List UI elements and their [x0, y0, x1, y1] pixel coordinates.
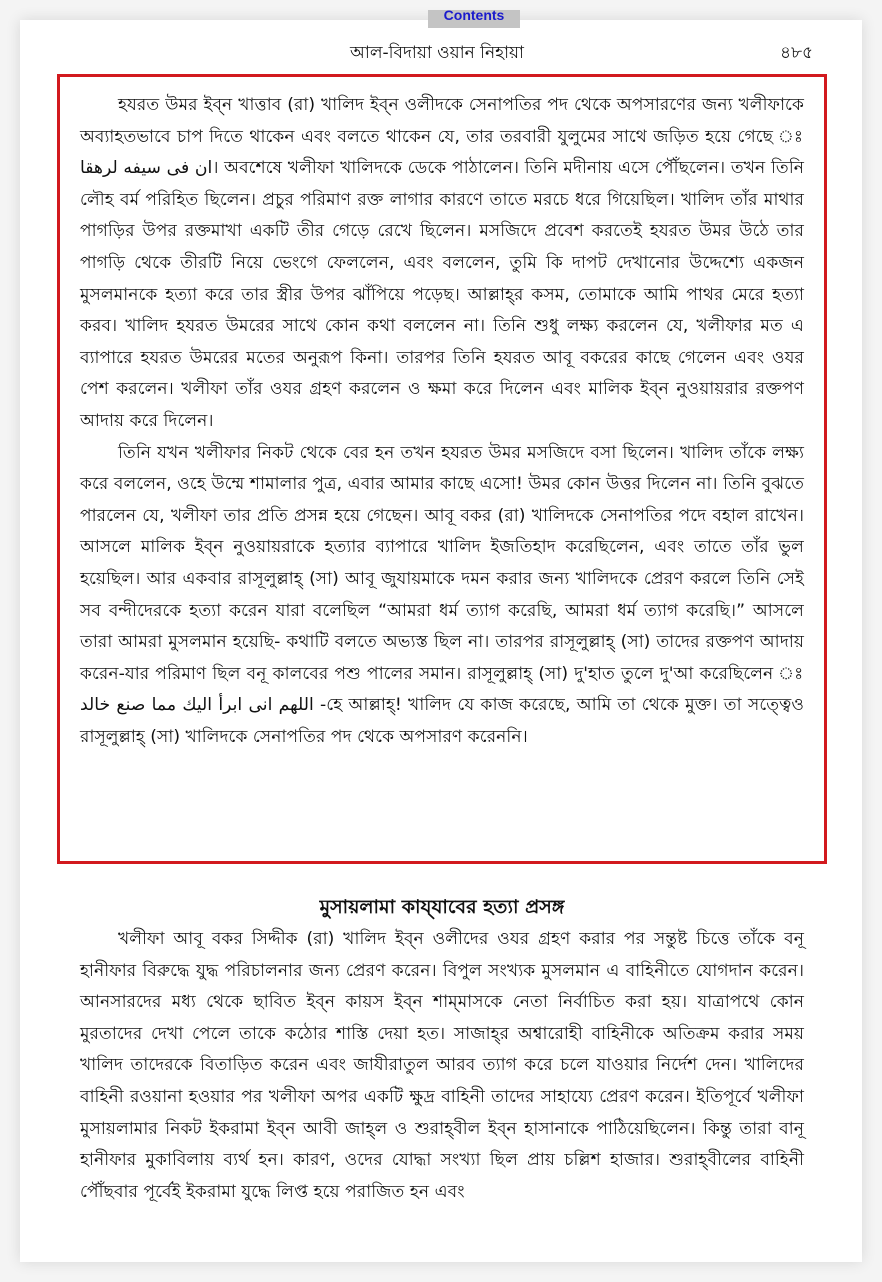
- section-heading: মুসায়লামা কায্‌যাবের হত্যা প্রসঙ্গ: [319, 896, 565, 918]
- paragraph: তিনি যখন খলীফার নিকট থেকে বের হন তখন হযরত উমর মসজিদে বসা ছিলেন। খালিদ তাঁকে লক্ষ্য করে বললেন, ওহে উম্মে শামালার পুত্র, এবার আমার কাছে এসো! উমর কোন উত্তর দিলেন না। তিনি বুঝতে পারলেন যে, খলীফা তার প্রতি প্রসন্ন হয়ে গেছেন। আবূ বকর (রা) খালিদকে সেনাপতির পদে বহাল রাখেন। আসলে মালিক ইব্‌ন নুওয়ায়রাকে হত্যার ব্যাপারে খালিদ ইজতিহাদ করেছিলেন, এবং তাতে তাঁর ভুল হয়েছিল। আর একবার রাসূলুল্লাহ্ (সা) আবূ জুযায়মাকে দমন করার জন্য খালিদকে প্রেরণ করলে তিনি সেই সব বন্দীদেরকে হত্যা করেন যারা বলেছিল “আমরা ধর্ম ত্যাগ করেছি, আমরা ধর্ম ত্যাগ করেছি।” আসলে তারা আমরা মুসলমান হয়েছি- কথাটি বলতে অভ্যস্ত ছিল না। তারপর রাসূলুল্লাহ্ (সা) তাদের রক্তপণ আদায় করেন-যার পরিমাণ ছিল বনূ কালবের পশু পালের সমান। রাসূলুল্লাহ্ (সা) দু'হাত তুলে দু'আ করেছিলেন ঃ اللهم انى ابرأ اليك مما صنع خالد -হে আল্লাহ্! খালিদ যে কাজ করেছে, আমি তা থেকে মুক্ত। তা সত্ত্বেও রাসূলুল্লাহ্ (সা) খালিদকে সেনাপতির পদ থেকে অপসারণ করেননি।: [80, 442, 804, 747]
- paragraph: খলীফা আবূ বকর সিদ্দীক (রা) খালিদ ইব্‌ন ওলীদের ওযর গ্রহণ করার পর সন্তুষ্ট চিত্তে তাঁকে বনূ হানীফার বিরুদ্ধে যুদ্ধ পরিচালনার জন্য প্রেরণ করেন। বিপুল সংখ্যক মুসলমান এ বাহিনীতে যোগদান করেন। আনসারদের মধ্য থেকে ছাবিত ইব্‌ন কায়স ইব্‌ন শাম্‌মাসকে নেতা নির্বাচিত করা হয়। যাত্রাপথে কোন মুরতাদের দেখা পেলে তাকে কঠোর শাস্তি দেয়া হত। সাজাহ্‌র অশ্বারোহী বাহিনীকে অতিক্রম করার সময় খালিদ তাদেরকে বিতাড়িত করেন এবং জাযীরাতুল আরব ত্যাগ করে চলে যাওয়ার নির্দেশ দেন। খালিদের বাহিনী রওয়ানা হওয়ার পর খলীফা অপর একটি ক্ষুদ্র বাহিনী তাদের সাহায্যে প্রেরণ করেন। ইতিপূর্বে খলীফা মুসায়লামার নিকট ইকরামা ইব্‌ন আবী জাহ্‌ল ও শুরাহ্‌বীল ইব্‌ন হাসানাকে পাঠিয়েছিলেন। কিন্তু তারা বানূ হানীফার মুকাবিলায় ব্যর্থ হন। কারণ, ওদের যোদ্ধা সংখ্যা ছিল প্রায় চল্লিশ হাজার। শুরাহ্‌বীলের বাহিনী পৌঁছবার পূর্বেই ইকরামা যুদ্ধে লিপ্ত হয়ে পরাজিত হন এবং: [80, 929, 804, 1202]
- highlighted-passage: [80, 90, 804, 753]
- section-body: [80, 890, 804, 1208]
- book-title: আল-বিদায়া ওয়ান নিহায়া: [350, 43, 524, 63]
- running-header: [20, 38, 862, 66]
- paragraph: হযরত উমর ইব্‌ন খাত্তাব (রা) খালিদ ইব্‌ন ওলীদকে সেনাপতির পদ থেকে অপসারণের জন্য খলীফাকে অব্যাহতভাবে চাপ দিতে থাকেন এবং বলতে থাকেন যে, তার তরবারী যুলুমের সাথে জড়িত হয়ে গেছে ঃ ان فى سيفه لرهقا। অবশেষে খলীফা খালিদকে ডেকে পাঠালেন। তিনি মদীনায় এসে পৌঁছলেন। তখন তিনি লৌহ বর্ম পরিহিত ছিলেন। প্রচুর পরিমাণ রক্ত লাগার কারণে তাতে মরচে ধরে গিয়েছিল। খালিদ তাঁর মাথার পাগড়ির উপর রক্তমাখা একটি তীর গেড়ে রেখে ছিলেন। মসজিদে প্রবেশ করতেই হযরত উমর উঠে তার পাগড়ি থেকে তীরটি নিয়ে ভেংগে ফেললেন, এবং বললেন, তুমি কি দাপট দেখানোর উদ্দেশ্যে একজন মুসলমানকে হত্যা করে তার স্ত্রীর উপর ঝাঁপিয়ে পড়েছ। আল্লাহ্‌র কসম, তোমাকে আমি পাথর মেরে হত্যা করব। খালিদ হযরত উমরের সাথে কোন কথা বললেন না। তিনি শুধু লক্ষ্য করলেন যে, খলীফার মত এ ব্যাপারে হযরত উমরের মতের অনুরূপ কিনা। তারপর তিনি হযরত আবূ বকরের কাছে গেলেন এবং ওযর পেশ করলেন। খলীফা তাঁর ওযর গ্রহণ করলেন ও ক্ষমা করে দিলেন এবং মালিক ইব্‌ন নুওয়ায়রার রক্তপণ আদায় করে দিলেন।: [80, 95, 804, 431]
- page-number: ৪৮৫: [780, 43, 814, 63]
- contents-link[interactable]: Contents: [428, 10, 520, 28]
